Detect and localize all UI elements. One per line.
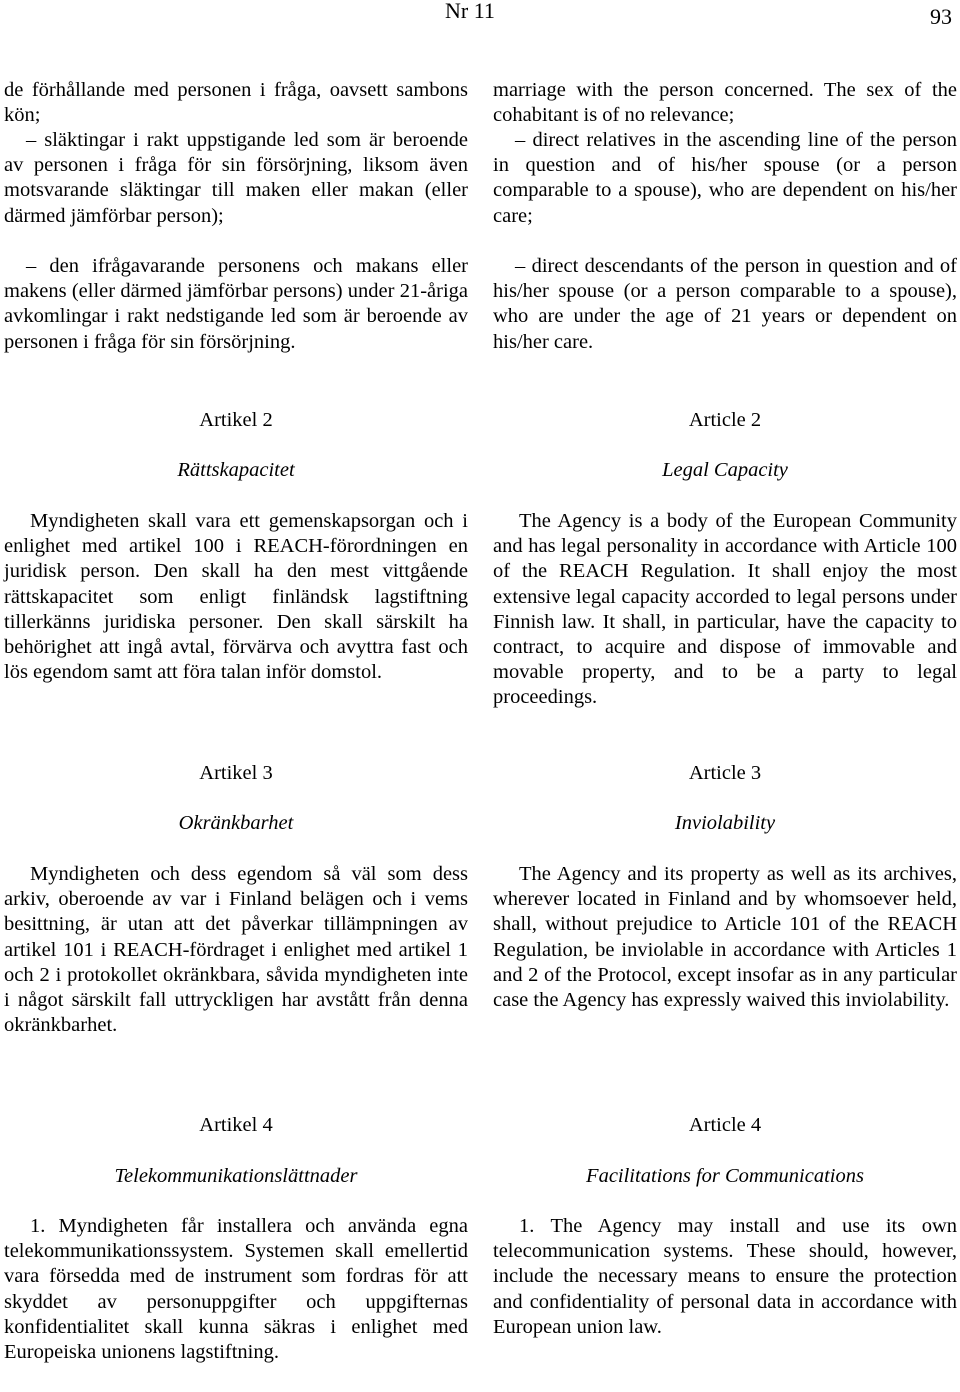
article-2-text: Myndigheten skall vara ett gemenskapsorgan och i enlighet med artikel 100 i REACH-förordningen en juridisk person. Den skall ha den mest vittgående rättskapacitet som enligt finländsk lagstiftning tillerkänns juridiska personer. Den skall särskilt ha behörighet att ingå avtal, förvärva och avyttra fast och lös egendom samt att föra talan inför domstol. bbox=[4, 510, 468, 684]
article-3-title: Inviolability bbox=[674, 812, 776, 834]
english-column bbox=[493, 78, 957, 1392]
bullet-descendants: – direct descendants of the person in question and of his/her spouse (or a person comparable to a spouse), who are under the age of 21 years or dependent on his/her care. bbox=[493, 255, 957, 353]
swedish-column bbox=[4, 78, 468, 1392]
article-4-number: Article 4 bbox=[688, 1114, 762, 1136]
intro-paragraph: marriage with the person concerned. The sex of the cohabitant is of no relevance; bbox=[493, 79, 957, 127]
article-3-text: The Agency and its property as well as its archives, wherever located in Finland and by whomsoever held, shall, without prejudice to Article 101 of the REACH Regulation, be inviolable in accordance with Articles 1 and 2 of the Protocol, except insofar as in any particular case the Agency has expressly waived this inviolability. bbox=[493, 863, 957, 1012]
article-2-title: Legal Capacity bbox=[662, 459, 788, 481]
article-2-number: Article 2 bbox=[688, 409, 762, 431]
article-4-text: 1. Myndigheten får installera och använda egna telekommunikationssystem. Systemen skall emellertid vara försedda med de instrument som fordras för att skyddet av personuppgifter och uppgifternas konfidentialitet skall kunna säkras i enlighet med Europeiska unionens lagstiftning. bbox=[4, 1215, 468, 1364]
article-2-number: Artikel 2 bbox=[199, 409, 273, 431]
article-2-title: Rättskapacitet bbox=[177, 459, 295, 481]
article-3-text: Myndigheten och dess egendom så väl som dess arkiv, oberoende av var i Finland belägen och i vems besittning, är utan att det påverkar tillämpningen av artikel 101 i REACH-fördraget i enlighet med artikel 1 och 2 i protokollet okränkbara, såvida myndigheten inte i något särskilt fall uttryckligen har avstått från denna okränkbarhet. bbox=[4, 863, 468, 1037]
page-number: 93 bbox=[930, 4, 952, 29]
bullet-relatives-ascending: – släktingar i rakt uppstigande led som är beroende av personen i fråga för sin försörjning, liksom även motsvarande släktingar till maken eller makan (eller därmed jämförbar person); bbox=[4, 129, 468, 227]
bullet-descendants: – den ifrågavarande personens och makans eller makens (eller därmed jämförbar persons) under 21-åriga avkomlingar i rakt nedstigande led som är beroende av personen i fråga för sin försörjning. bbox=[4, 255, 468, 353]
article-4-text: 1. The Agency may install and use its own telecommunication systems. These should, however, include the necessary means to ensure the protection and confidentiality of personal data in accordance with European union law. bbox=[493, 1215, 957, 1338]
article-4-title: Telekommunikationslättnader bbox=[114, 1165, 358, 1187]
bullet-relatives-ascending: – direct relatives in the ascending line of the person in question and of his/her spouse (or a person comparable to a spouse), who are dependent on his/her care; bbox=[493, 129, 957, 227]
article-3-number: Article 3 bbox=[688, 762, 762, 784]
article-4-number: Artikel 4 bbox=[199, 1114, 273, 1136]
article-3-number: Artikel 3 bbox=[199, 762, 273, 784]
article-4-title: Facilitations for Communications bbox=[586, 1165, 864, 1187]
intro-paragraph: de förhållande med personen i fråga, oavsett sambons kön; bbox=[4, 79, 468, 127]
section-number: Nr 11 bbox=[445, 0, 495, 23]
article-2-text: The Agency is a body of the European Community and has legal personality in accordance with Article 100 of the REACH Regulation. It shall enjoy the most extensive legal capacity accorded to legal persons under Finnish law. It shall, in particular, have the capacity to contract, to acquire and dispose of immovable and movable property, and to be a party to legal proceedings. bbox=[493, 510, 957, 709]
article-3-title: Okränkbarhet bbox=[178, 812, 294, 834]
